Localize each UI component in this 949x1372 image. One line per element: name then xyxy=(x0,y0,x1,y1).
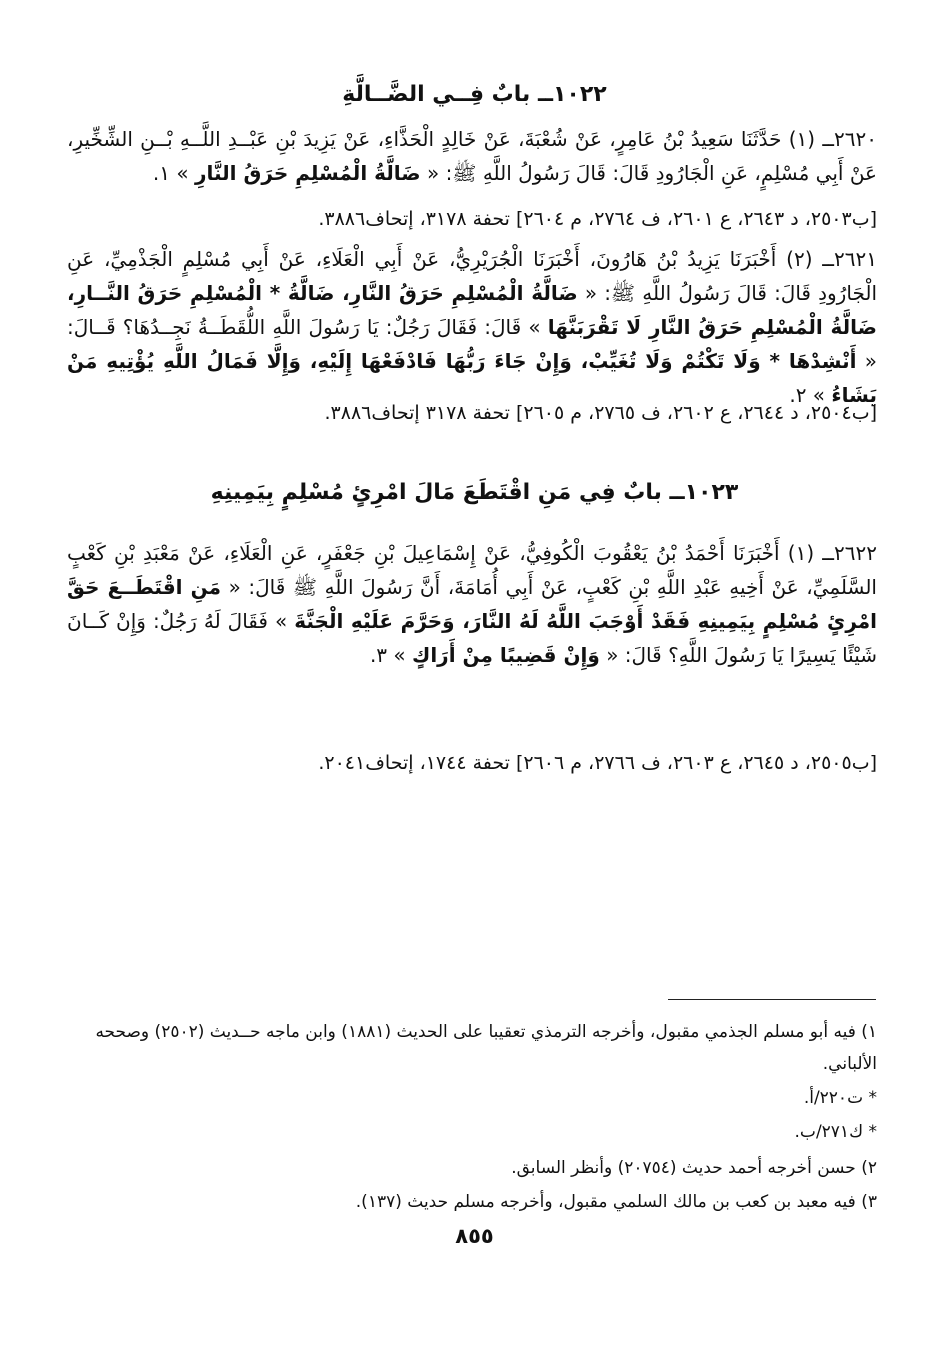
hadith-matn-2: وَإِنْ قَضِيبًا مِنْ أَرَاكٍ xyxy=(412,643,600,667)
hadith-narration: » قَالَ: فَقَالَ رَجُلٌ: يَا رَسُولَ اللَّهِ اللُّقَطَــةُ نَجِــدُهَا؟ قَــالَ: « xyxy=(67,315,878,373)
hadith-matn-2: أَنْشِدْهَا * وَلَا تَكْتُمْ وَلَا تُغَيِّبْ، وَإِنْ جَاءَ رَبُّهَا فَادْفَعْهَا إِلَيْهِ، وَإِلَّا فَمَالُ اللَّهِ يُؤْتِيهِ مَنْ يَشَاءُ xyxy=(67,349,877,407)
hadith-end: » ٣. xyxy=(369,643,406,667)
hadith-matn: ضَالَّةُ الْمُسْلِمِ حَرَقُ النَّارِ xyxy=(194,161,421,185)
hadith-end: » ٢. xyxy=(789,383,826,407)
hadith-matn: ضَالَّةُ الْمُسْلِمِ حَرَقُ النَّارِ، ضَالَّةُ * الْمُسْلِمِ حَرَقُ النَّــارِ، ضَالَّةُ الْمُسْلِمِ حَرَقُ النَّارِ لَا تَقْرَبَنَّهَا xyxy=(67,281,877,339)
footnote-divider xyxy=(668,999,876,1000)
footnote-2: ٢) حسن أخرجه أحمد حديث (٢٠٧٥٤) وأنظر السابق. xyxy=(511,1158,877,1178)
hadith-2622-references: [ب٢٥٠٥، د ٢٦٤٥، ع ٢٦٠٣، ف ٢٧٦٦، م ٢٦٠٦] تحفة ١٧٤٤، إتحاف٢٠٤١. xyxy=(318,752,877,774)
hadith-chain: أَخْبَرَنَا يَزِيدُ بْنُ هَارُونَ، أَخْبَرَنَا الْجُرَيْرِيُّ، عَنْ أَبِي الْعَلَاءِ، عَنْ أَبِي مُسْلِمٍ الْجَذْمِيِّ، عَنِ الْجَارُودِ قَالَ: قَالَ رَسُولُ اللَّهِ ﷺ: « xyxy=(67,247,877,305)
hadith-2622 xyxy=(67,536,877,672)
hadith-matn: مَنِ اقْتَطَــعَ حَقَّ امْرِئٍ مُسْلِمٍ بِيَمِينِهِ فَقَدْ أَوْجَبَ اللَّهُ لَهُ النَّارَ، وَحَرَّمَ عَلَيْهِ الْجَنَّةَ xyxy=(67,575,878,633)
hadith-number: ٢٦٢١ــ (٢) xyxy=(786,247,877,271)
hadith-number: ٢٦٢٠ــ (١) xyxy=(788,127,878,151)
footnote-manuscript-t: * ت٢٢٠/أ. xyxy=(803,1088,877,1108)
hadith-2620 xyxy=(67,122,877,190)
hadith-chain: أَخْبَرَنَا أَحْمَدُ بْنُ يَعْقُوبَ الْكُوفِيُّ، عَنْ إِسْمَاعِيلَ بْنِ جَعْفَرٍ، عَنِ الْعَلَاءِ، عَنْ مَعْبَدِ بْنِ كَعْبٍ السَّلَمِيِّ، عَنْ أَخِيهِ عَبْدِ اللَّهِ بْنِ كَعْبٍ، عَنْ أَبِي أُمَامَةَ، أَنَّ رَسُولَ اللَّهِ ﷺ قَالَ: « xyxy=(67,541,877,599)
chapter-heading-1022: ١٠٢٢ــ بابٌ فِــي الضَّــالَّةِ xyxy=(342,82,607,107)
hadith-end: » ١. xyxy=(152,161,189,185)
hadith-narration: » فَقَالَ لَهُ رَجُلٌ: وَإِنْ كَــانَ شَيْئًا يَسِيرًا يَا رَسُولَ اللَّهِ؟ قَالَ: « xyxy=(67,609,877,667)
footnote-3: ٣) فيه معبد بن كعب بن مالك السلمي مقبول، وأخرجه مسلم حديث (١٣٧). xyxy=(355,1192,877,1212)
hadith-2621 xyxy=(67,242,877,412)
hadith-2621-references: [ب٢٥٠٤، د ٢٦٤٤، ع ٢٦٠٢، ف ٢٧٦٥، م ٢٦٠٥] تحفة ٣١٧٨ إتحاف٣٨٨٦. xyxy=(324,402,877,424)
footnote-1: ١) فيه أبو مسلم الجذمي مقبول، وأخرجه الترمذي تعقيبا على الحديث (١٨٨١) وابن ماجه حــديث (٢٥٠٢) وصححه الألباني. xyxy=(95,1022,877,1074)
hadith-chain: حَدَّثَنَا سَعِيدُ بْنُ عَامِرٍ، عَنْ شُعْبَةَ، عَنْ خَالِدٍ الْحَذَّاءِ، عَنْ يَزِيدَ بْنِ عَبْــدِ اللَّــهِ بْــنِ الشِّخِّيرِ، عَنْ أَبِي مُسْلِمٍ، عَنِ الْجَارُودِ قَالَ: قَالَ رَسُولُ اللَّهِ ﷺ: « xyxy=(67,127,877,185)
page-number: ٨٥٥ xyxy=(455,1224,494,1248)
hadith-2620-references: [ب٢٥٠٣، د ٢٦٤٣، ع ٢٦٠١، ف ٢٧٦٤، م ٢٦٠٤] تحفة ٣١٧٨، إتحاف٣٨٨٦. xyxy=(318,208,877,230)
hadith-number: ٢٦٢٢ــ (١) xyxy=(787,541,877,565)
footnote-manuscript-k: * ك٢٧١/ب. xyxy=(794,1122,877,1142)
chapter-heading-1023: ١٠٢٣ــ بابٌ فِي مَنِ اقْتَطَعَ مَالَ امْرِئٍ مُسْلِمٍ بِيَمِينِهِ xyxy=(210,480,739,505)
